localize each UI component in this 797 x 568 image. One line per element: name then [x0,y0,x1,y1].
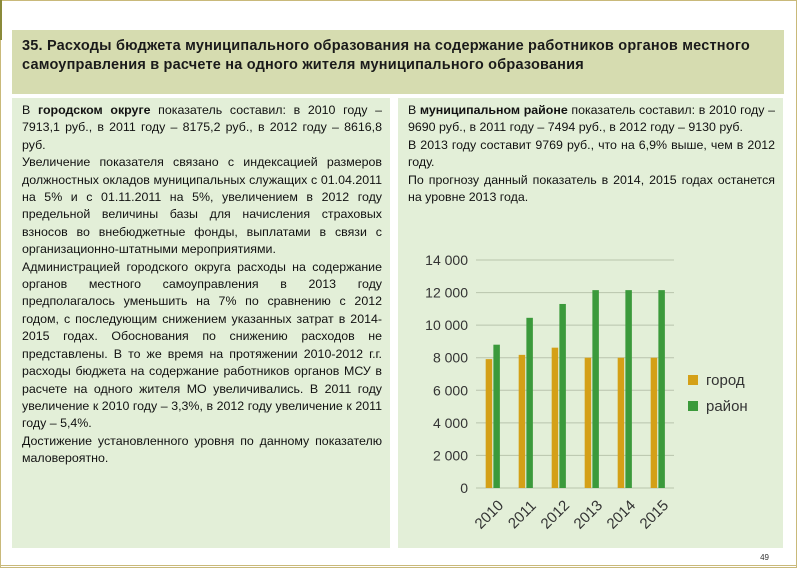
y-tick-label: 0 [460,480,468,496]
right-paragraph-2: В 2013 году составит 9769 руб., что на 6,9% выше, чем в 2012 году. [408,137,775,170]
bar-город-2011 [519,355,526,488]
right-intro-prefix: В [408,103,420,117]
bar-район-2011 [526,318,533,488]
left-intro-bold: городском округе [37,103,151,117]
x-tick-label: 2014 [603,497,640,533]
bar-район-2012 [559,304,566,488]
bar-район-2010 [493,345,500,488]
bar-город-2013 [585,358,592,488]
page-number: 49 [760,553,769,562]
x-tick-label: 2013 [570,497,607,533]
right-intro [408,102,775,137]
bar-город-2012 [552,348,559,488]
left-intro [22,102,382,154]
bar-город-2014 [618,358,625,488]
left-column [12,98,390,548]
right-text [398,98,783,206]
legend-swatch-город [688,375,698,385]
x-tick-label: 2012 [537,497,574,533]
bar-район-2015 [658,290,665,488]
left-paragraph-4: Достижение установленного уровня по данному показателю маловероятно. [22,433,382,466]
x-tick-label: 2010 [471,497,508,533]
left-text [12,98,390,468]
left-accent-bar [0,0,2,40]
y-tick-label: 6 000 [432,382,468,399]
y-tick-label: 14 000 [425,252,468,268]
left-intro-prefix: В [22,103,38,117]
bottom-rule [0,565,797,566]
y-tick-label: 12 000 [425,284,468,301]
bar-город-2015 [651,358,658,488]
right-intro-rest: показатель составил: в 2010 году – 9690 руб., в 2011 году – 7494 руб., в 2012 году – 9130 руб. [408,103,775,135]
left-paragraph-2: Увеличение показателя связано с индексацией размеров должностных окладов муниципальных служащих с 01.04.2011 на 5% и с 01.11.2011 на 5%, увеличением в 2012 году предельной величины базы для начисления страховых взносов во внебюджетные фонды, выплатами в связи с организационно-штатными мероприятиями. [22,155,382,257]
bar-город-2010 [486,359,493,488]
title-box [12,30,784,94]
slide-title: 35. Расходы бюджета муниципального образования на содержание работников органов местного самоуправления в расчете на одного жителя муниципального образования [22,38,750,73]
x-tick-label: 2011 [504,497,540,533]
bar-район-2014 [625,290,632,488]
right-intro-bold: муниципальном районе [419,103,568,117]
x-tick-label: 2015 [636,497,673,533]
y-tick-label: 2 000 [432,447,468,464]
left-intro-rest: показатель составил: в 2010 году – 7913,1 руб., в 2011 году – 8175,2 руб., в 2012 году – 8616,8 руб. [22,103,382,152]
legend-swatch-район [688,401,698,411]
y-tick-label: 8 000 [432,349,468,366]
right-paragraph-3: По прогнозу данный показатель в 2014, 2015 годах останется на уровне 2013 года. [408,172,775,205]
legend-label-район: район [706,398,748,415]
y-tick-label: 4 000 [432,414,468,431]
legend-label-город: город [706,372,745,389]
y-tick-label: 10 000 [425,317,468,334]
bar-chart [402,248,762,548]
left-paragraph-3: Администрацией городского округа расходы на содержание органов местного самоуправления в 2013 году предполагалось уменьшить на 7% по сравнению с 2012 годом, с последующим снижением указанных затрат в 2014-2015 годах. Обоснования по снижению расходов не представлены. В то же время на протяжении 2010-2012 г.г. расходы бюджета на содержание работников органов МСУ в расчете на одного жителя МО увеличивались. В 2011 году увеличение к 2010 году – 3,3%, в 2012 году увеличение к 2011 году – 5,4%. [22,259,382,431]
bar-район-2013 [592,290,599,488]
